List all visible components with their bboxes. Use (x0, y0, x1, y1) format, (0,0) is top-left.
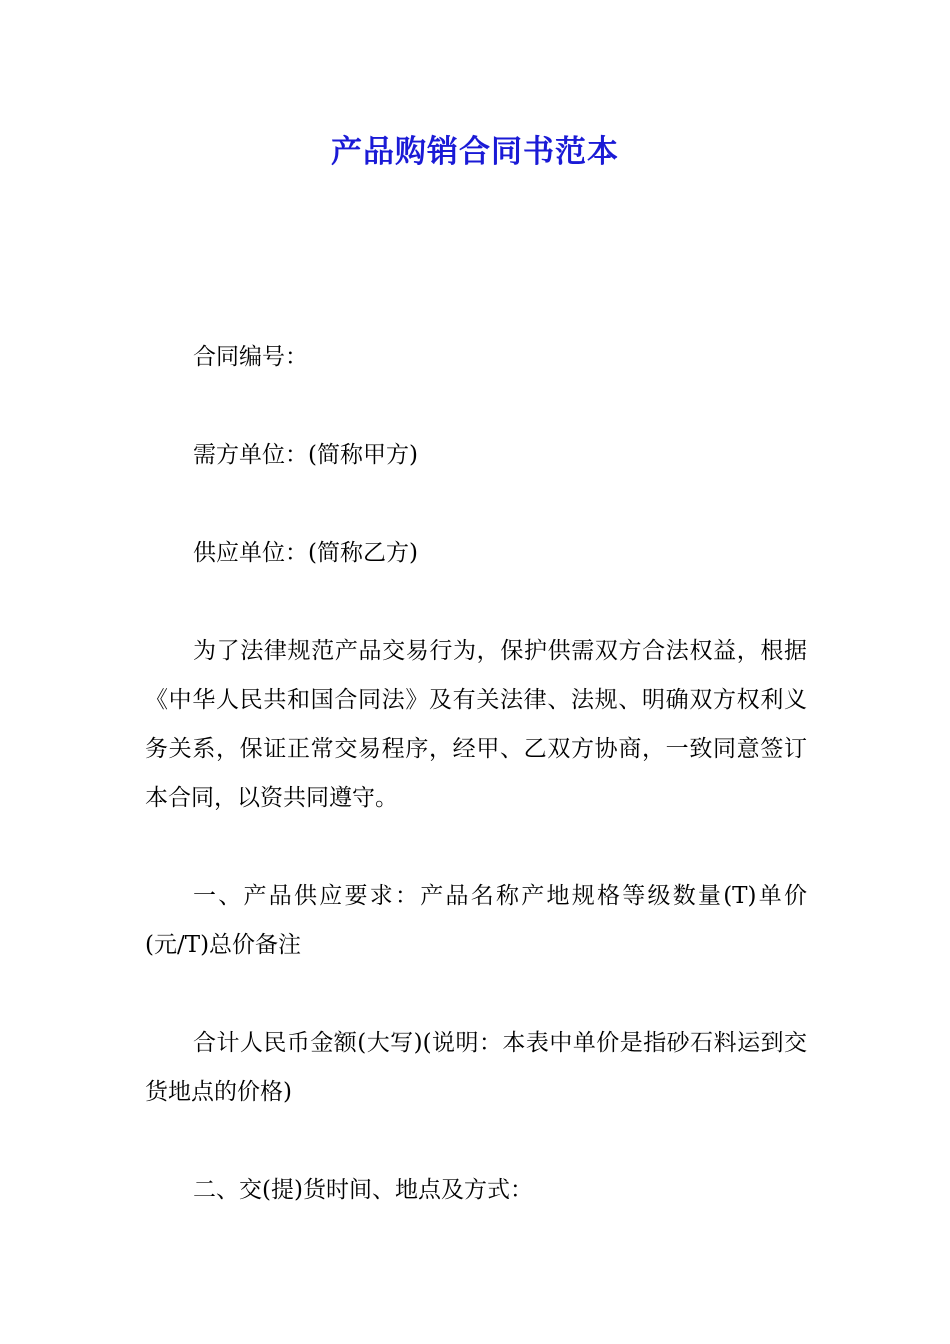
clause-2-paragraph: 二、交(提)货时间、地点及方式： (193, 1177, 533, 1203)
buyer-unit-line: 需方单位：(简称甲方) (193, 442, 418, 468)
preamble-paragraph: 为了法律规范产品交易行为，保护供需双方合法权益，根据《中华人民共和国合同法》及有关法律、法规、明确双方权利义务关系，保证正常交易程序，经甲、乙双方协商，一致同意签订本合同，以资共同遵守。 (145, 638, 807, 811)
document-title: 产品购销合同书范本 (331, 134, 619, 170)
clause-1-paragraph: 一、产品供应要求：产品名称产地规格等级数量(T)单价(元/T)总价备注 (145, 883, 807, 958)
contract-number-line: 合同编号： (193, 344, 308, 370)
document-body (145, 333, 807, 1215)
supplier-unit-line: 供应单位：(简称乙方) (193, 540, 418, 566)
total-amount-paragraph: 合计人民币金额(大写)(说明：本表中单价是指砂石料运到交货地点的价格) (145, 1030, 807, 1105)
